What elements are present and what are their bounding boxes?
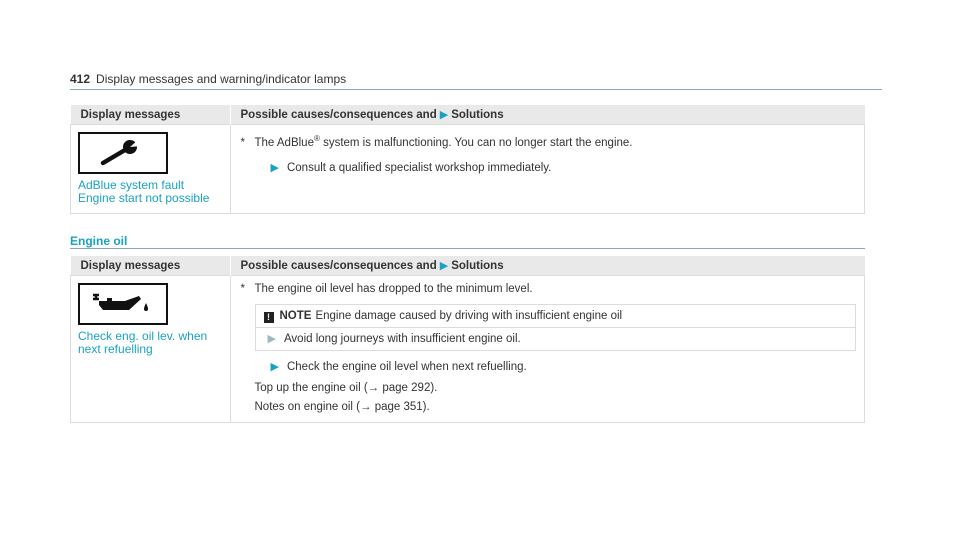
- solution-text: Consult a qualified specialist workshop immediately.: [286, 161, 552, 174]
- star-marker: *: [240, 136, 245, 149]
- arrow-bullet-icon: ▶: [270, 361, 279, 373]
- causes-header-text: Possible causes/consequences and: [240, 109, 437, 121]
- page-number: 412: [70, 72, 91, 86]
- arrow-bullet-icon: ▶: [267, 333, 276, 345]
- engine-oil-message-table: [70, 256, 865, 423]
- star-marker: *: [240, 283, 245, 295]
- warning-exclamation-icon: !: [264, 312, 274, 323]
- notes-line: [255, 400, 857, 414]
- header-divider: [70, 89, 882, 90]
- cause-line: [241, 131, 857, 151]
- table-row: [71, 125, 865, 214]
- display-message-cell: [71, 125, 231, 214]
- causes-header-text: Possible causes/consequences and: [240, 260, 437, 272]
- adblue-message-table: [70, 105, 865, 214]
- table-header-row: [71, 256, 865, 276]
- solutions-header-text: Solutions: [451, 260, 504, 272]
- table-row: [71, 276, 865, 423]
- display-messages-header: Display messages: [71, 256, 231, 276]
- note-box: [255, 304, 857, 351]
- adblue-fault-message: AdBlue system fault Engine start not possible: [78, 178, 210, 205]
- notes-page-ref[interactable]: page 351: [374, 401, 423, 413]
- page-header-title: Display messages and warning/indicator lamps: [96, 72, 347, 86]
- registered-mark: ®: [313, 134, 320, 143]
- solution-line: [271, 161, 857, 176]
- note-text: Engine damage caused by driving with insufficient engine oil: [315, 310, 623, 322]
- topup-page-ref[interactable]: page 292: [382, 382, 431, 394]
- arrow-icon: ▶: [439, 109, 449, 121]
- wrench-icon: [78, 132, 168, 174]
- arrow-right-icon: →: [359, 401, 372, 413]
- page-header: [70, 72, 346, 86]
- solutions-header-text: Solutions: [451, 109, 504, 121]
- oil-can-icon: [78, 283, 168, 325]
- solution-line: [271, 360, 857, 375]
- topup-text: Top up the engine oil (: [254, 382, 368, 394]
- notes-text-end: ).: [422, 401, 430, 413]
- causes-solutions-header: [230, 105, 865, 125]
- note-action-text: Avoid long journeys with insufficient engine oil.: [283, 333, 521, 345]
- causes-solutions-cell: [230, 276, 865, 423]
- note-action-row: [256, 327, 856, 350]
- topup-text-end: ).: [430, 382, 438, 394]
- note-label: NOTE: [279, 310, 312, 322]
- section-divider: [70, 248, 865, 249]
- note-header-row: [256, 305, 856, 327]
- cause-text-start: The AdBlue: [254, 136, 314, 149]
- cause-text-end: system is malfunctioning. You can no longer start the engine.: [319, 136, 633, 149]
- arrow-icon: ▶: [439, 260, 449, 272]
- display-messages-header: Display messages: [71, 105, 231, 125]
- display-message-cell: [71, 276, 231, 423]
- causes-solutions-cell: [230, 125, 865, 214]
- section-title: Engine oil: [70, 234, 128, 248]
- causes-solutions-header: [230, 256, 865, 276]
- cause-line: [241, 282, 857, 297]
- arrow-right-icon: →: [367, 382, 380, 394]
- arrow-bullet-icon: ▶: [270, 161, 279, 174]
- cause-text: The engine oil level has dropped to the minimum level.: [254, 283, 533, 295]
- notes-text: Notes on engine oil (: [254, 401, 360, 413]
- solution-text: Check the engine oil level when next refuelling.: [286, 361, 527, 373]
- oil-level-message: Check eng. oil lev. when next refuelling: [78, 329, 208, 356]
- table-header-row: [71, 105, 865, 125]
- topup-line: [255, 381, 857, 395]
